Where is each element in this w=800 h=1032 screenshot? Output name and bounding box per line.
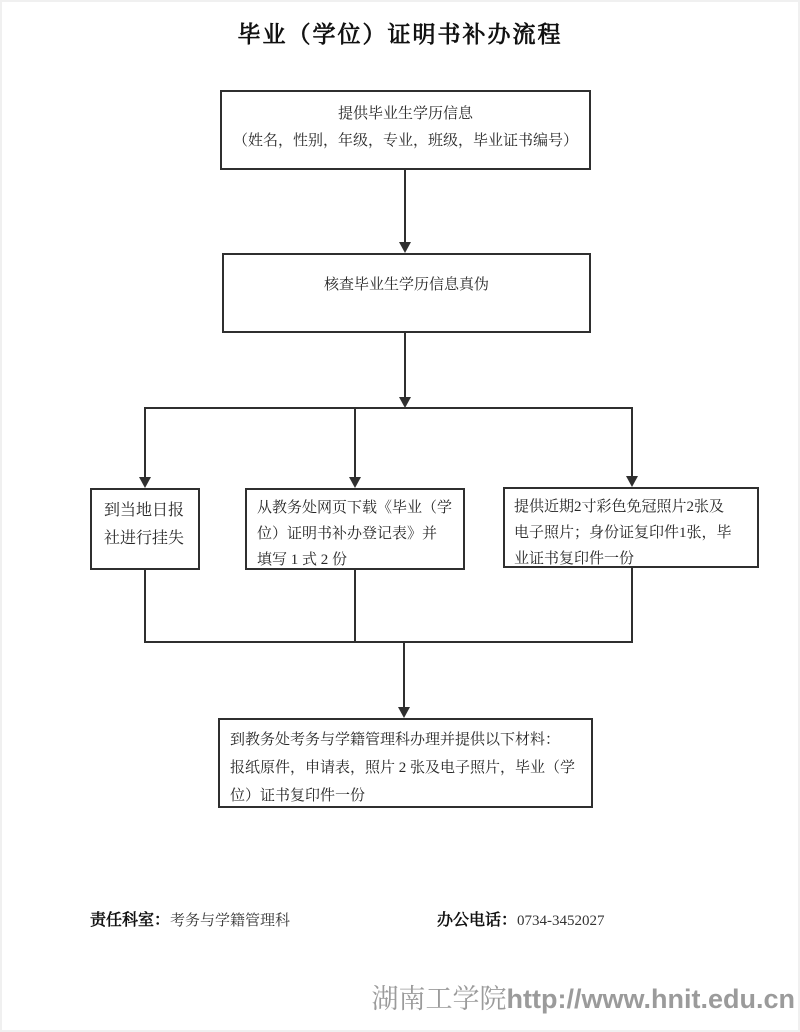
page-title: 毕业（学位）证明书补办流程 bbox=[237, 21, 563, 47]
connector-split-to-photos bbox=[631, 408, 633, 477]
flow-node-download-form bbox=[245, 488, 465, 570]
connector-verify-to-split bbox=[404, 333, 406, 399]
flow-node-line: 填写 1 式 2 份 bbox=[257, 552, 348, 568]
arrow-down-icon bbox=[398, 707, 410, 718]
flow-node-line: 到教务处考务与学籍管理科办理并提供以下材料： bbox=[230, 732, 561, 748]
office-phone-label: 办公电话： bbox=[437, 912, 518, 929]
connector-download-form-to-merge bbox=[354, 570, 356, 642]
flow-node-line: 位）证书复印件一份 bbox=[230, 788, 366, 804]
office-phone bbox=[437, 907, 605, 930]
connector-merge-to-submit bbox=[403, 642, 405, 708]
connector-merge-bar bbox=[144, 641, 633, 643]
flow-node-line: 电子照片；身份证复印件1张，毕 bbox=[514, 525, 732, 541]
flow-node-line: 核查毕业生学历信息真伪 bbox=[323, 277, 489, 293]
flow-node-line: 报纸原件，申请表，照片 2 张及电子照片，毕业（学 bbox=[230, 760, 576, 776]
arrow-down-icon bbox=[399, 242, 411, 253]
connector-split-to-report-loss bbox=[144, 408, 146, 478]
flow-node-line: 到当地日报 bbox=[104, 502, 185, 519]
flow-node-verify bbox=[222, 253, 591, 333]
flow-node-submit bbox=[218, 718, 593, 808]
flow-node-line: 社进行挂失 bbox=[104, 530, 185, 547]
connector-provide-to-verify bbox=[404, 170, 406, 244]
connector-report-loss-to-merge bbox=[144, 570, 146, 642]
flow-node-line: 提供近期2寸彩色免冠照片2张及 bbox=[514, 499, 725, 515]
arrow-down-icon bbox=[139, 477, 151, 488]
flow-node-line: 从教务处网页下载《毕业（学 bbox=[257, 500, 453, 516]
responsible-office-label: 责任科室： bbox=[90, 912, 171, 929]
flow-node-line: 位）证明书补办登记表》并 bbox=[257, 526, 438, 542]
connector-photos-to-merge bbox=[631, 568, 633, 642]
office-phone-value: 0734-3452027 bbox=[517, 913, 605, 929]
connector-split-bar bbox=[144, 407, 633, 409]
responsible-office bbox=[90, 907, 290, 930]
watermark-org: 湖南工学院 bbox=[371, 984, 507, 1014]
arrow-down-icon bbox=[349, 477, 361, 488]
flow-node-report-loss bbox=[90, 488, 200, 570]
arrow-down-icon bbox=[626, 476, 638, 487]
flow-node-line: 业证书复印件一份 bbox=[514, 551, 635, 567]
flow-node-line: 提供毕业生学历信息 bbox=[337, 106, 473, 122]
responsible-office-value: 考务与学籍管理科 bbox=[170, 913, 291, 929]
flow-node-provide-info bbox=[220, 90, 591, 170]
flow-node-photos bbox=[503, 487, 759, 568]
connector-split-to-download-form bbox=[354, 408, 356, 478]
flow-node-line: （姓名，性别，年级，专业，班级，毕业证书编号） bbox=[232, 133, 578, 149]
watermark bbox=[372, 977, 795, 1016]
watermark-url: http://www.hnit.edu.cn bbox=[506, 984, 795, 1014]
